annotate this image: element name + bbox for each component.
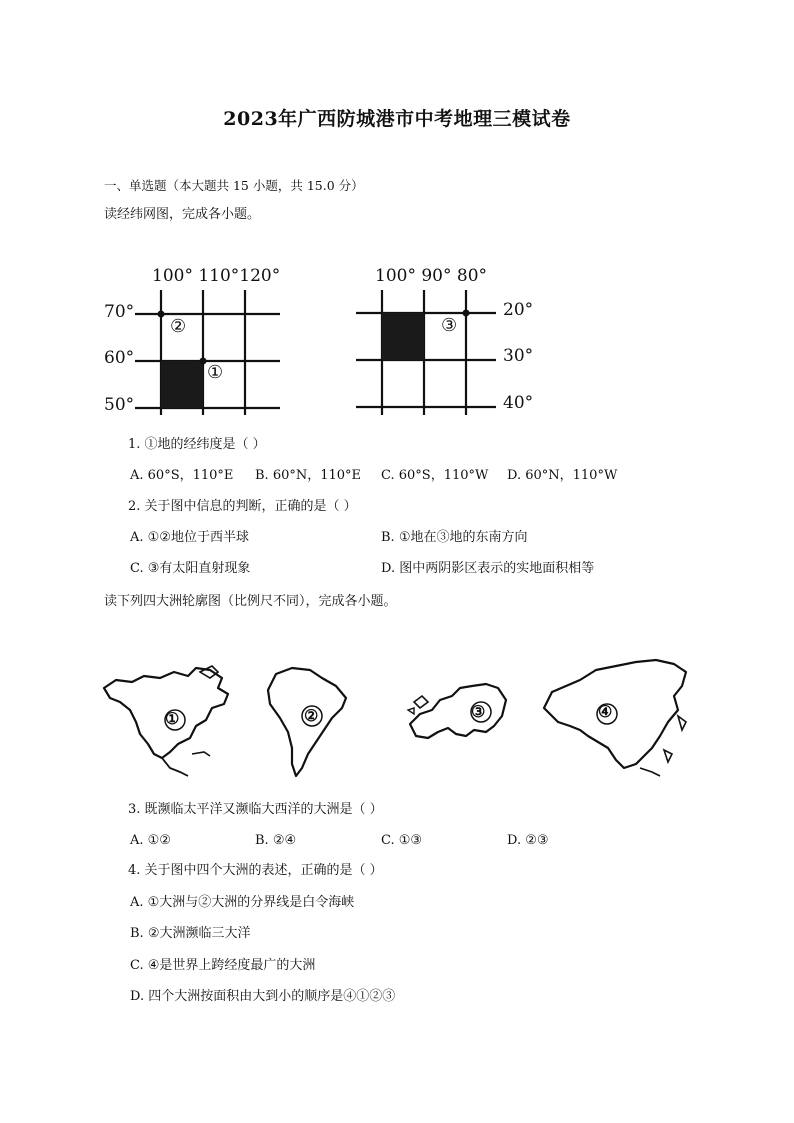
europe-outline xyxy=(402,680,512,745)
q3-option-c[interactable]: C. ①③ xyxy=(381,833,423,848)
q3-option-a[interactable]: A. ①② xyxy=(130,833,171,848)
q1-stem: 1. ①地的经纬度是（ ） xyxy=(128,437,266,452)
q1-option-a[interactable]: A. 60°S，110°E xyxy=(130,468,234,483)
map2-label-30: 30° xyxy=(503,346,534,366)
map1-graticule xyxy=(135,290,280,415)
q1-option-b[interactable]: B. 60°N，110°E xyxy=(255,468,362,483)
map2-graticule xyxy=(356,290,496,415)
q4-stem: 4. 关于图中四个大洲的表述，正确的是（ ） xyxy=(128,863,383,878)
q2-option-d[interactable]: D. 图中两阴影区表示的实地面积相等 xyxy=(381,561,595,576)
page-title: 2023年广西防城港市中考地理三模试卷 xyxy=(223,108,571,130)
q3-option-d[interactable]: D. ②③ xyxy=(507,833,549,848)
map1-point-2-label: ② xyxy=(170,316,187,337)
q2-option-c[interactable]: C. ③有太阳直射现象 xyxy=(130,561,251,576)
q4-option-b[interactable]: B. ②大洲濒临三大洋 xyxy=(130,926,251,941)
continent-1-label: ① xyxy=(165,709,180,728)
map1-label-70: 70° xyxy=(104,302,135,322)
map2-label-20: 20° xyxy=(503,300,534,320)
q4-option-c[interactable]: C. ④是世界上跨经度最广的大洲 xyxy=(130,958,316,973)
map2-point-3-label: ③ xyxy=(441,315,458,336)
map1-label-50: 50° xyxy=(104,395,135,415)
q3-stem: 3. 既濒临太平洋又濒临大西洋的大洲是（ ） xyxy=(128,802,383,817)
q2-option-a[interactable]: A. ①②地位于西半球 xyxy=(130,530,249,545)
section-heading: 一、单选题（本大题共 15 小题，共 15.0 分） xyxy=(104,178,364,193)
map1-point-1-label: ① xyxy=(207,362,224,383)
map2-label-40: 40° xyxy=(503,393,534,413)
q1-option-c[interactable]: C. 60°S，110°W xyxy=(381,468,489,483)
q3-option-b[interactable]: B. ②④ xyxy=(255,833,297,848)
q4-option-a[interactable]: A. ①大洲与②大洲的分界线是白令海峡 xyxy=(130,895,355,910)
map2-top-labels: 100° 90° 80° xyxy=(375,266,488,286)
q4-option-d[interactable]: D. 四个大洲按面积由大到小的顺序是④①②③ xyxy=(130,989,396,1004)
asia-outline xyxy=(540,656,690,781)
intro-text-2: 读下列四大洲轮廓图（比例尺不同），完成各小题。 xyxy=(104,594,397,609)
q2-option-b[interactable]: B. ①地在③地的东南方向 xyxy=(381,530,528,545)
continent-2-label: ② xyxy=(304,706,319,725)
continent-4-label: ④ xyxy=(598,702,613,721)
continent-3-label: ③ xyxy=(471,702,486,721)
q2-stem: 2. 关于图中信息的判断，正确的是（ ） xyxy=(128,499,357,514)
map1-label-60: 60° xyxy=(104,348,135,368)
map1-top-labels: 100° 110°120° xyxy=(152,266,281,286)
q1-option-d[interactable]: D. 60°N，110°W xyxy=(507,468,618,483)
intro-text-1: 读经纬网图，完成各小题。 xyxy=(104,207,261,222)
